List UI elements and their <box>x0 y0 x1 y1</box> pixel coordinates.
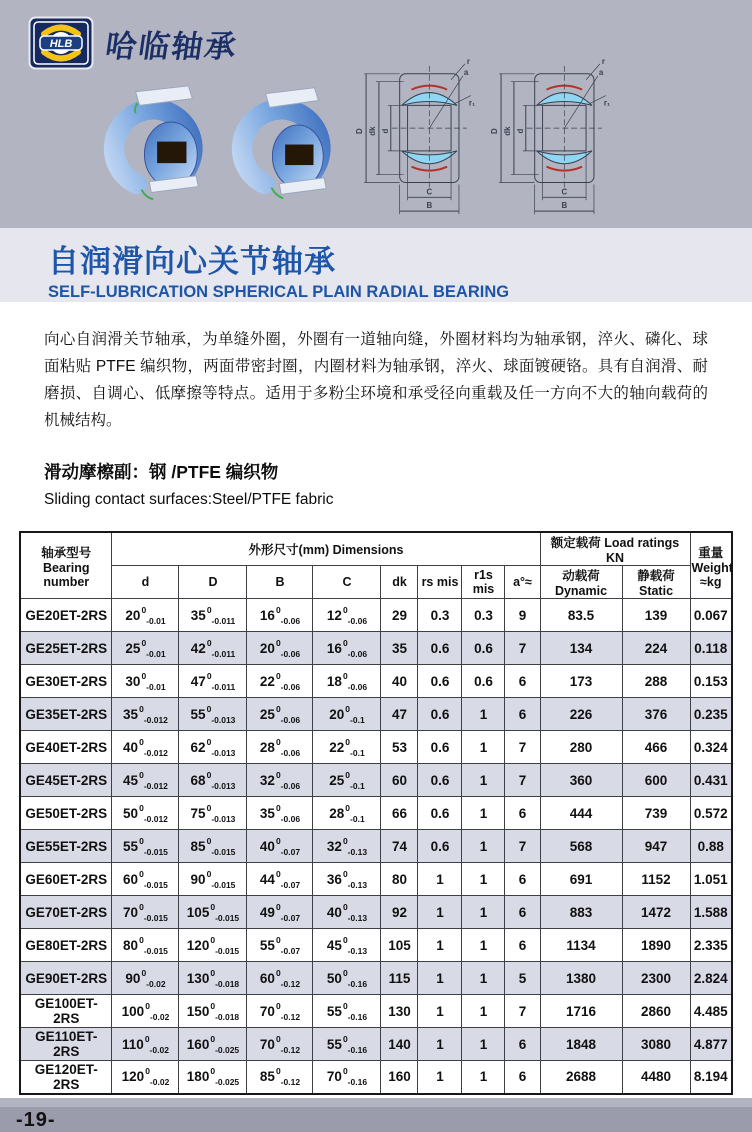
brand-logo <box>28 16 241 70</box>
bearing-photo-2 <box>240 80 342 212</box>
cell-value: 134 <box>540 632 622 665</box>
bearing-drawing-1 <box>352 56 476 224</box>
cell-dimension: $85^0_{-0.12}$ <box>247 1061 313 1094</box>
brand-name: 哈临轴承 <box>103 28 241 64</box>
col-header-dynamic: 动载荷 Dynamic <box>540 566 622 599</box>
cell-dimension: $55^0_{-0.07}$ <box>247 929 313 962</box>
cell-value: 444 <box>540 797 622 830</box>
cell-value: 92 <box>381 896 418 929</box>
cell-dimension: $18^0_{-0.06}$ <box>313 665 381 698</box>
cell-value: 1380 <box>540 962 622 995</box>
cell-dimension: $60^0_{-0.12}$ <box>247 962 313 995</box>
cell-value: 1 <box>418 1061 462 1094</box>
cell-value: 115 <box>381 962 418 995</box>
cell-value: 4480 <box>622 1061 690 1094</box>
cell-dimension: $55^0_{-0.16}$ <box>313 1028 381 1061</box>
table-row <box>20 731 732 764</box>
cell-value: 0.6 <box>418 632 462 665</box>
bearing-drawing-2 <box>487 56 611 224</box>
table-row <box>20 665 732 698</box>
cell-value: 1 <box>462 764 505 797</box>
cell-value: 280 <box>540 731 622 764</box>
dim-label-r: r <box>466 56 470 66</box>
cell-dimension: $35^0_{-0.011}$ <box>179 599 247 632</box>
cell-value: 226 <box>540 698 622 731</box>
cell-value: 1 <box>462 863 505 896</box>
page-footer-strip <box>0 1098 752 1107</box>
bearing-photo-1 <box>112 80 214 212</box>
cell-value: 0.3 <box>418 599 462 632</box>
cell-value: 1 <box>462 1028 505 1061</box>
cell-dimension: $105^0_{-0.015}$ <box>179 896 247 929</box>
cell-dimension: $22^0_{-0.06}$ <box>247 665 313 698</box>
cell-value: 0.572 <box>690 797 732 830</box>
cell-value: 9 <box>505 599 540 632</box>
cell-value: 6 <box>505 797 540 830</box>
cell-value: 47 <box>381 698 418 731</box>
bearing-number-cn: 轴承型号 <box>41 545 92 560</box>
cell-value: 1 <box>418 929 462 962</box>
cell-dimension: $180^0_{-0.025}$ <box>179 1061 247 1094</box>
cell-value: 1 <box>418 863 462 896</box>
cell-bearing-number: GE70ET-2RS <box>20 896 112 929</box>
table-row <box>20 896 732 929</box>
dim-label-C: C <box>561 187 568 197</box>
col-header-C: C <box>313 566 381 599</box>
cell-dimension: $28^0_{-0.06}$ <box>247 731 313 764</box>
cell-value: 0.067 <box>690 599 732 632</box>
cell-value: 883 <box>540 896 622 929</box>
cell-dimension: $50^0_{-0.012}$ <box>112 797 179 830</box>
cell-dimension: $20^0_{-0.1}$ <box>313 698 381 731</box>
cell-dimension: $12^0_{-0.06}$ <box>313 599 381 632</box>
table-row <box>20 1061 732 1094</box>
cell-value: 139 <box>622 599 690 632</box>
cell-value: 6 <box>505 1061 540 1094</box>
weight-unit: ≈kg <box>700 574 722 589</box>
cell-value: 1 <box>462 797 505 830</box>
cell-value: 6 <box>505 665 540 698</box>
spec-table-body <box>20 599 732 1094</box>
cell-value: 7 <box>505 830 540 863</box>
cell-value: 0.118 <box>690 632 732 665</box>
table-row <box>20 764 732 797</box>
cell-bearing-number: GE120ET-2RS <box>20 1061 112 1094</box>
cell-dimension: $40^0_{-0.07}$ <box>247 830 313 863</box>
cell-value: 4.485 <box>690 995 732 1028</box>
col-header-rs-min: rs mis <box>418 566 462 599</box>
cell-value: 66 <box>381 797 418 830</box>
cell-value: 1134 <box>540 929 622 962</box>
cell-value: 2688 <box>540 1061 622 1094</box>
table-row <box>20 863 732 896</box>
cell-value: 1472 <box>622 896 690 929</box>
col-header-d: d <box>112 566 179 599</box>
cell-value: 0.6 <box>418 698 462 731</box>
contact-surfaces-section <box>44 459 708 509</box>
cell-value: 53 <box>381 731 418 764</box>
cell-dimension: $75^0_{-0.013}$ <box>179 797 247 830</box>
cell-value: 2300 <box>622 962 690 995</box>
col-header-bearing-number <box>20 532 112 599</box>
cell-bearing-number: GE55ET-2RS <box>20 830 112 863</box>
col-header-a: a°≈ <box>505 566 540 599</box>
cell-dimension: $50^0_{-0.16}$ <box>313 962 381 995</box>
col-header-D: D <box>179 566 247 599</box>
cell-value: 1 <box>418 1028 462 1061</box>
cell-value: 0.6 <box>418 797 462 830</box>
cell-value: 0.235 <box>690 698 732 731</box>
cell-dimension: $32^0_{-0.13}$ <box>313 830 381 863</box>
col-header-r1s-min: r1s mis <box>462 566 505 599</box>
page-number: -19- <box>16 1108 56 1131</box>
cell-bearing-number: GE80ET-2RS <box>20 929 112 962</box>
cell-value: 6 <box>505 863 540 896</box>
cell-dimension: $45^0_{-0.012}$ <box>112 764 179 797</box>
table-row <box>20 1028 732 1061</box>
cell-value: 83.5 <box>540 599 622 632</box>
cell-value: 80 <box>381 863 418 896</box>
cell-dimension: $16^0_{-0.06}$ <box>313 632 381 665</box>
col-header-dk: dk <box>381 566 418 599</box>
cell-dimension: $16^0_{-0.06}$ <box>247 599 313 632</box>
dim-label-r1: r₁ <box>603 98 611 108</box>
cell-value: 3080 <box>622 1028 690 1061</box>
cell-value: 7 <box>505 632 540 665</box>
cell-bearing-number: GE45ET-2RS <box>20 764 112 797</box>
dim-label-r1: r₁ <box>468 98 476 108</box>
table-row <box>20 599 732 632</box>
cell-dimension: $120^0_{-0.015}$ <box>179 929 247 962</box>
dim-label-B: B <box>561 201 568 211</box>
weight-cn: 重量 <box>698 545 724 560</box>
dim-label-dk: dk <box>502 126 512 136</box>
cell-value: 60 <box>381 764 418 797</box>
cell-bearing-number: GE20ET-2RS <box>20 599 112 632</box>
dim-label-d: d <box>515 128 525 134</box>
cell-value: 74 <box>381 830 418 863</box>
cell-bearing-number: GE90ET-2RS <box>20 962 112 995</box>
cell-value: 0.324 <box>690 731 732 764</box>
cell-value: 0.88 <box>690 830 732 863</box>
cell-value: 376 <box>622 698 690 731</box>
dim-label-a: a <box>463 67 469 77</box>
cell-value: 224 <box>622 632 690 665</box>
cell-value: 0.6 <box>462 665 505 698</box>
cell-value: 5 <box>505 962 540 995</box>
cell-dimension: $110^0_{-0.02}$ <box>112 1028 179 1061</box>
cell-value: 600 <box>622 764 690 797</box>
page-title-en: SELF-LUBRICATION SPHERICAL PLAIN RADIAL BEARING <box>48 283 510 301</box>
table-row <box>20 632 732 665</box>
cell-dimension: $35^0_{-0.06}$ <box>247 797 313 830</box>
cell-value: 140 <box>381 1028 418 1061</box>
cell-dimension: $47^0_{-0.011}$ <box>179 665 247 698</box>
dim-label-D: D <box>355 128 365 134</box>
cell-dimension: $100^0_{-0.02}$ <box>112 995 179 1028</box>
cell-value: 1 <box>418 896 462 929</box>
cell-dimension: $70^0_{-0.12}$ <box>247 995 313 1028</box>
cell-value: 130 <box>381 995 418 1028</box>
dim-label-d: d <box>380 128 390 134</box>
dim-label-C: C <box>426 187 433 197</box>
table-row <box>20 830 732 863</box>
cell-value: 1.051 <box>690 863 732 896</box>
cell-value: 8.194 <box>690 1061 732 1094</box>
cell-dimension: $25^0_{-0.1}$ <box>313 764 381 797</box>
contact-surfaces-en: Sliding contact surfaces:Steel/PTFE fabric <box>44 491 334 508</box>
cell-bearing-number: GE25ET-2RS <box>20 632 112 665</box>
cell-value: 0.6 <box>418 731 462 764</box>
weight-en: Weight <box>691 560 733 575</box>
table-row <box>20 995 732 1028</box>
cell-value: 1 <box>462 830 505 863</box>
cell-dimension: $32^0_{-0.06}$ <box>247 764 313 797</box>
cell-dimension: $130^0_{-0.018}$ <box>179 962 247 995</box>
table-row <box>20 698 732 731</box>
col-header-weight <box>690 532 732 599</box>
dim-label-dk: dk <box>367 126 377 136</box>
cell-dimension: $22^0_{-0.1}$ <box>313 731 381 764</box>
cell-dimension: $40^0_{-0.13}$ <box>313 896 381 929</box>
dim-label-r: r <box>601 56 605 66</box>
col-header-B: B <box>247 566 313 599</box>
cell-dimension: $49^0_{-0.07}$ <box>247 896 313 929</box>
contact-surfaces-cn: 滑动摩檫副：钢 /PTFE 编织物 <box>44 462 279 482</box>
cell-dimension: $25^0_{-0.06}$ <box>247 698 313 731</box>
col-group-load-ratings: 额定载荷 Load ratings KN <box>540 532 690 566</box>
cell-value: 1848 <box>540 1028 622 1061</box>
cell-dimension: $36^0_{-0.13}$ <box>313 863 381 896</box>
cell-value: 1 <box>462 731 505 764</box>
cell-value: 160 <box>381 1061 418 1094</box>
cell-dimension: $70^0_{-0.12}$ <box>247 1028 313 1061</box>
cell-value: 1152 <box>622 863 690 896</box>
cell-value: 691 <box>540 863 622 896</box>
cell-bearing-number: GE110ET-2RS <box>20 1028 112 1061</box>
logo-abbr: HLB <box>49 38 73 50</box>
cell-dimension: $62^0_{-0.013}$ <box>179 731 247 764</box>
cell-value: 29 <box>381 599 418 632</box>
dim-label-D: D <box>490 128 500 134</box>
spec-table-header <box>20 532 732 599</box>
page-title-cn: 自润滑向心关节轴承 <box>48 244 336 279</box>
dim-label-a: a <box>598 67 604 77</box>
cell-value: 1 <box>462 698 505 731</box>
cell-value: 1 <box>418 962 462 995</box>
cell-dimension: $44^0_{-0.07}$ <box>247 863 313 896</box>
bearing-number-en: Bearing number <box>42 560 90 589</box>
cell-value: 40 <box>381 665 418 698</box>
cell-value: 288 <box>622 665 690 698</box>
cell-dimension: $55^0_{-0.013}$ <box>179 698 247 731</box>
cell-value: 6 <box>505 929 540 962</box>
table-row <box>20 797 732 830</box>
cell-dimension: $45^0_{-0.13}$ <box>313 929 381 962</box>
cell-value: 2.824 <box>690 962 732 995</box>
cell-dimension: $80^0_{-0.015}$ <box>112 929 179 962</box>
cell-bearing-number: GE100ET-2RS <box>20 995 112 1028</box>
cell-dimension: $42^0_{-0.011}$ <box>179 632 247 665</box>
cell-dimension: $30^0_{-0.01}$ <box>112 665 179 698</box>
hlb-logo-icon <box>28 16 94 70</box>
cell-dimension: $35^0_{-0.012}$ <box>112 698 179 731</box>
cell-dimension: $55^0_{-0.16}$ <box>313 995 381 1028</box>
cell-dimension: $70^0_{-0.16}$ <box>313 1061 381 1094</box>
cell-value: 0.6 <box>418 830 462 863</box>
cell-dimension: $20^0_{-0.01}$ <box>112 599 179 632</box>
cell-value: 0.6 <box>418 764 462 797</box>
cell-dimension: $55^0_{-0.015}$ <box>112 830 179 863</box>
cell-dimension: $70^0_{-0.015}$ <box>112 896 179 929</box>
cell-dimension: $90^0_{-0.015}$ <box>179 863 247 896</box>
cell-value: 1 <box>462 1061 505 1094</box>
cell-dimension: $28^0_{-0.1}$ <box>313 797 381 830</box>
cell-value: 105 <box>381 929 418 962</box>
cell-value: 2.335 <box>690 929 732 962</box>
cell-value: 1 <box>462 995 505 1028</box>
cell-dimension: $90^0_{-0.02}$ <box>112 962 179 995</box>
cell-value: 947 <box>622 830 690 863</box>
cell-dimension: $160^0_{-0.025}$ <box>179 1028 247 1061</box>
cell-value: 1890 <box>622 929 690 962</box>
cell-dimension: $85^0_{-0.015}$ <box>179 830 247 863</box>
cell-dimension: $25^0_{-0.01}$ <box>112 632 179 665</box>
cell-value: 1 <box>462 896 505 929</box>
col-group-dimensions: 外形尺寸(mm) Dimensions <box>112 532 540 566</box>
table-row <box>20 929 732 962</box>
page-header <box>0 0 752 228</box>
cell-value: 7 <box>505 995 540 1028</box>
product-description: 向心自润滑关节轴承，为单缝外圈，外圈有一道轴向缝，外圈材料均为轴承钢，淬火、磷化、球面粘贴 PTFE 编织物，两面带密封圈，内圈材料为轴承钢，淬火、球面镀硬铬。具有自润滑、耐磨损、自调心、低摩擦等特点。适用于多粉尘环境和承受径向重载及任一方向不大的轴向载荷的机械结构。 <box>44 331 708 429</box>
cell-dimension: $68^0_{-0.013}$ <box>179 764 247 797</box>
dim-label-B: B <box>426 201 433 211</box>
cell-value: 7 <box>505 764 540 797</box>
cell-value: 1 <box>462 962 505 995</box>
cell-value: 568 <box>540 830 622 863</box>
spec-table <box>19 531 733 1095</box>
cell-bearing-number: GE40ET-2RS <box>20 731 112 764</box>
cell-dimension: $40^0_{-0.012}$ <box>112 731 179 764</box>
cell-dimension: $150^0_{-0.018}$ <box>179 995 247 1028</box>
cell-value: 6 <box>505 1028 540 1061</box>
cell-value: 173 <box>540 665 622 698</box>
cell-value: 6 <box>505 698 540 731</box>
cell-bearing-number: GE35ET-2RS <box>20 698 112 731</box>
cell-value: 6 <box>505 896 540 929</box>
cell-value: 4.877 <box>690 1028 732 1061</box>
cell-value: 35 <box>381 632 418 665</box>
cell-dimension: $60^0_{-0.015}$ <box>112 863 179 896</box>
cell-dimension: $120^0_{-0.02}$ <box>112 1061 179 1094</box>
cell-value: 466 <box>622 731 690 764</box>
cell-value: 0.6 <box>462 632 505 665</box>
cell-bearing-number: GE50ET-2RS <box>20 797 112 830</box>
title-band <box>0 228 752 302</box>
cell-value: 739 <box>622 797 690 830</box>
cell-value: 1716 <box>540 995 622 1028</box>
table-row <box>20 962 732 995</box>
cell-bearing-number: GE30ET-2RS <box>20 665 112 698</box>
cell-value: 1 <box>418 995 462 1028</box>
cell-bearing-number: GE60ET-2RS <box>20 863 112 896</box>
col-header-static: 静载荷 Static <box>622 566 690 599</box>
cell-value: 0.153 <box>690 665 732 698</box>
cell-value: 1.588 <box>690 896 732 929</box>
cell-value: 360 <box>540 764 622 797</box>
cell-value: 7 <box>505 731 540 764</box>
cell-value: 1 <box>462 929 505 962</box>
cell-value: 0.3 <box>462 599 505 632</box>
cell-dimension: $20^0_{-0.06}$ <box>247 632 313 665</box>
cell-value: 0.6 <box>418 665 462 698</box>
cell-value: 0.431 <box>690 764 732 797</box>
cell-value: 2860 <box>622 995 690 1028</box>
